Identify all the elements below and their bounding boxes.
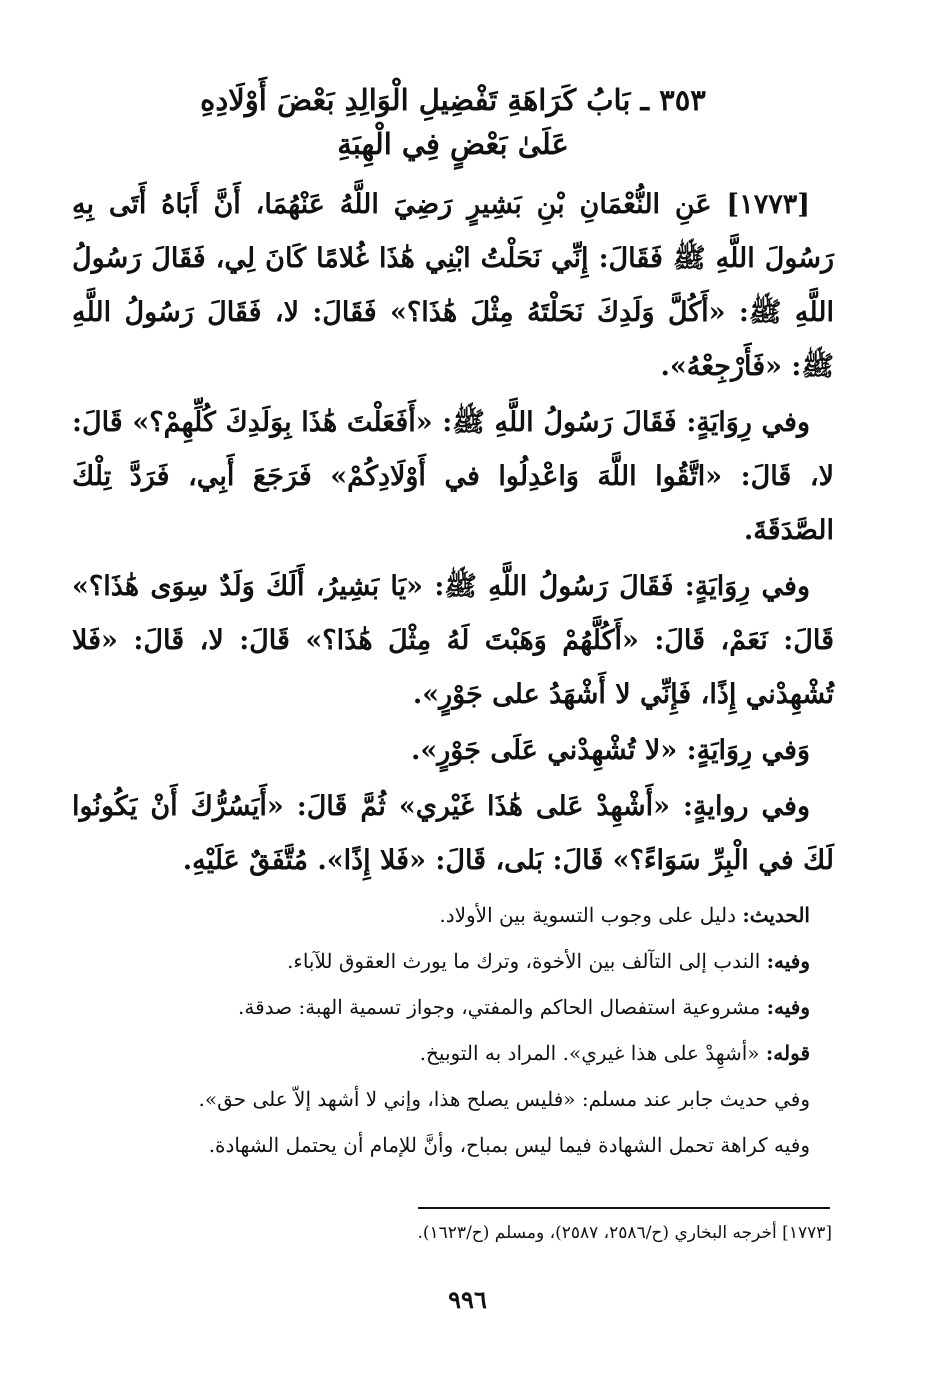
note-paragraph [72, 938, 834, 984]
hadith-riwaya-4: وفي روايةٍ: «أَشْهِدْ عَلى هَٰذَا غَيْري» ثُمَّ قَالَ: «أَيَسُرُّكَ أَنْ يَكُونُوا لَكَ في الْبِرِّ سَوَاءً؟» قَالَ: بَلى، قَالَ: «فَلا إِذًا». مُتَّفَقٌ عَلَيْهِ. [72, 791, 834, 876]
hadith-main: [١٧٧٣] عَنِ النُّعْمَانِ بْنِ بَشِيرٍ رَضِيَ اللَّهُ عَنْهُمَا، أَنَّ أَبَاهُ أَتَى بِهِ رَسُولَ اللَّهِ ﷺ فَقَالَ: إِنِّي نَحَلْتُ ابْنِي هَٰذَا غُلامًا كَانَ لِي، فَقَالَ رَسُولُ اللَّهِ ﷺ: «أَكُلَّ وَلَدِكَ نَحَلْتَهُ مِثْلَ هَٰذَا؟» فَقَالَ: لا، فَقَالَ رَسُولُ اللَّهِ ﷺ: «فَأَرْجِعْهُ». [72, 189, 834, 382]
note-text: وفي حديث جابر عند مسلم: «فليس يصلح هذا، وإني لا أشهد إلاّ على حق». [198, 1087, 810, 1111]
hadith-riwaya-3: وَفي رِوَايَةٍ: «لا تُشْهِدْني عَلَى جَوْرٍ». [410, 735, 810, 766]
footnote-separator [418, 1207, 830, 1209]
footnote: [١٧٧٣] أخرجه البخاري (ح/٢٥٨٦، ٢٥٨٧)، ومسلم (ح/١٦٢٣). [417, 1223, 832, 1243]
chapter-title [72, 78, 834, 166]
hadith-riwaya-1: وفي رِوَايَةٍ: فَقَالَ رَسُولُ اللَّهِ ﷺ: «أَفَعَلْتَ هَٰذَا بِوَلَدِكَ كُلِّهِمْ؟» قَالَ: لا، قَالَ: «اتَّقُوا اللَّهَ وَاعْدِلُوا في أَوْلَادِكُمْ» فَرَجَعَ أَبِي، فَرَدَّ تِلْكَ الصَّدَقَةَ. [72, 407, 834, 546]
note-lead: وفيه: [766, 949, 810, 973]
page-body [72, 78, 834, 1168]
commentary-notes [72, 892, 834, 1168]
note-text: وفيه كراهة تحمل الشهادة فيما ليس بمباح، وأنَّ للإمام أن يحتمل الشهادة. [208, 1133, 810, 1157]
note-lead: قوله: [765, 1041, 810, 1065]
note-paragraph [72, 1076, 834, 1122]
hadith-text [72, 178, 834, 888]
note-paragraph [72, 1030, 834, 1076]
chapter-title-line-2: عَلَىٰ بَعْضٍ فِي الْهِبَةِ [337, 127, 569, 161]
page-number: ٩٩٦ [448, 1285, 487, 1314]
note-text: «أشهِدْ على هذا غيري». المراد به التوبيخ. [419, 1041, 766, 1065]
chapter-title-line-1: ٣٥٣ ـ بَابُ كَرَاهَةِ تَفْضِيلِ الْوَالِدِ بَعْضَ أَوْلَادِهِ [200, 83, 706, 117]
note-text: مشروعية استفصال الحاكم والمفتي، وجواز تسمية الهبة: صدقة. [237, 995, 767, 1019]
note-text: دليل على وجوب التسوية بين الأولاد. [439, 903, 743, 927]
note-lead: وفيه: [766, 995, 810, 1019]
note-text: الندب إلى التآلف بين الأخوة، وترك ما يورث العقوق للآباء. [287, 949, 767, 973]
note-lead: الحديث: [742, 903, 810, 927]
note-paragraph [72, 892, 834, 938]
note-paragraph [72, 984, 834, 1030]
hadith-riwaya-2: وفي رِوَايَةٍ: فَقَالَ رَسُولُ اللَّهِ ﷺ: «يَا بَشِيرُ، أَلَكَ وَلَدٌ سِوَى هَٰذَا؟» قَالَ: نَعَمْ، قَالَ: «أَكُلَّهُمْ وَهَبْتَ لَهُ مِثْلَ هَٰذَا؟» قَالَ: لا، قَالَ: «فَلا تُشْهِدْني إِذًا، فَإِنِّي لا أَشْهَدُ على جَوْرٍ». [72, 571, 834, 710]
note-paragraph [72, 1122, 834, 1168]
